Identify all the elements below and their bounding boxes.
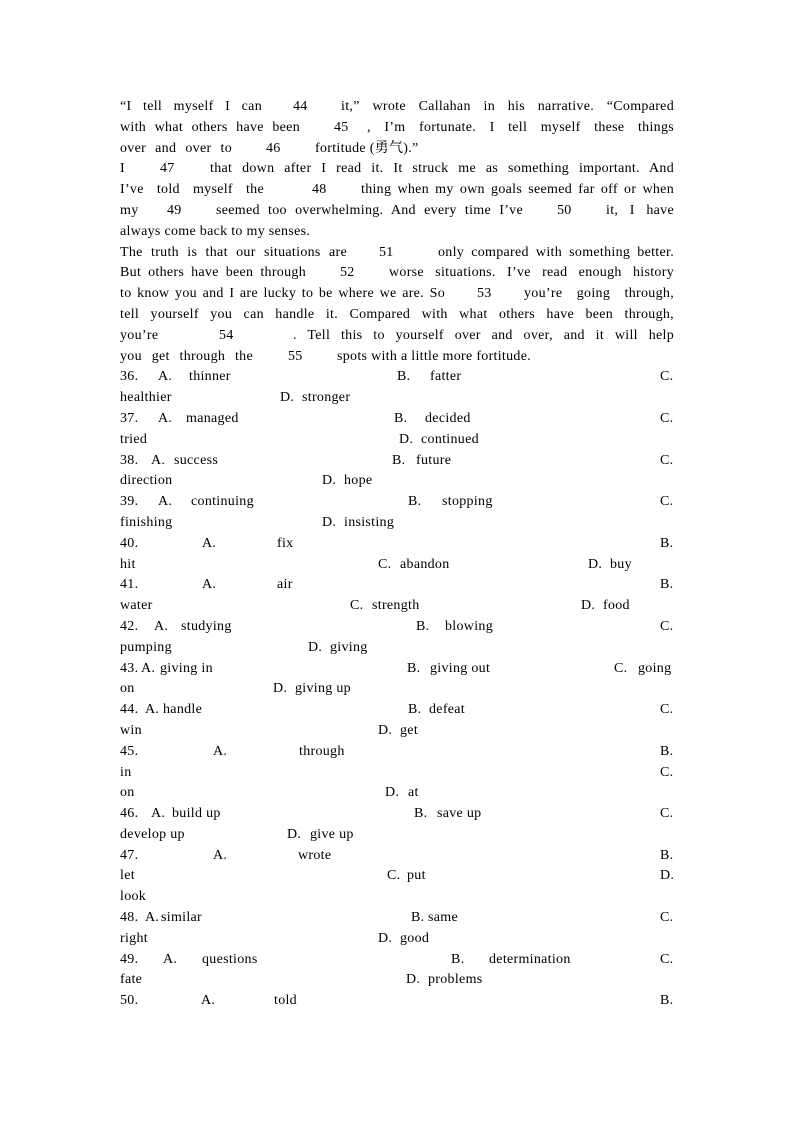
option-label-c: C. <box>660 910 674 926</box>
option-text: pumping <box>120 639 172 655</box>
option-label-b: B. <box>660 535 674 551</box>
option-text: fix <box>277 535 294 551</box>
options-line <box>0 409 794 430</box>
option-label-c: C. <box>660 702 674 718</box>
option-label-b: B. <box>660 577 674 593</box>
question-number-44: 44. <box>120 702 139 718</box>
option-label-a: A. <box>202 535 217 551</box>
option-label-b: B. <box>411 910 425 926</box>
option-label-a: A. <box>151 452 166 468</box>
option-label-b: B. <box>408 702 422 718</box>
option-text: get <box>400 722 419 738</box>
option-text: hit <box>120 556 136 572</box>
option-label-b: B. <box>407 660 421 676</box>
option-text: tried <box>120 431 148 447</box>
option-label-a: A. <box>141 660 156 676</box>
option-text: on <box>120 785 135 801</box>
passage-text: my <box>120 202 139 218</box>
options-line <box>0 617 794 638</box>
option-text: let <box>120 868 135 884</box>
option-label-d: D. <box>280 390 295 406</box>
option-label-a: A. <box>154 618 169 634</box>
options-line <box>0 679 794 700</box>
passage-text: you’re going through, <box>524 286 674 302</box>
question-number-40: 40. <box>120 535 139 551</box>
option-label-c: C. <box>660 618 674 634</box>
option-text: hope <box>344 473 373 489</box>
question-number-45: 45. <box>120 743 139 759</box>
options-line <box>0 388 794 409</box>
passage-line <box>0 326 794 347</box>
passage-text: , I’m fortunate. I tell myself these things <box>367 119 674 135</box>
passage-text: tell yourself you can handle it. Compared with what others have been through, <box>120 306 674 322</box>
passage-text: you get through the <box>120 348 253 364</box>
question-number-36: 36. <box>120 369 139 385</box>
passage-text: The truth is that our situations are <box>120 244 347 260</box>
question-number-46: 46. <box>120 806 139 822</box>
blank-number-46: 46 <box>266 140 281 156</box>
blank-number-50: 50 <box>557 202 572 218</box>
option-text: wrote <box>298 847 332 863</box>
option-text: direction <box>120 473 173 489</box>
option-text: questions <box>202 951 258 967</box>
option-label-d: D. <box>308 639 323 655</box>
question-number-39: 39. <box>120 494 139 510</box>
options-line <box>0 534 794 555</box>
blank-number-55: 55 <box>288 348 303 364</box>
option-label-c: C. <box>350 598 364 614</box>
options-line <box>0 783 794 804</box>
blank-number-54: 54 <box>219 327 234 343</box>
option-label-d: D. <box>378 722 393 738</box>
passage-text: . Tell this to yourself over and over, and it will help <box>293 327 674 343</box>
passage-text: with what others have been <box>120 119 300 135</box>
option-label-a: A. <box>158 369 173 385</box>
passage-line <box>0 97 794 118</box>
passage-text: over and over to <box>120 140 232 156</box>
passage-text: fortitude (勇气).” <box>315 140 419 156</box>
passage-text: I’ve told myself the <box>120 182 264 198</box>
options-line <box>0 471 794 492</box>
option-text: develop up <box>120 826 185 842</box>
passage-text: “I tell myself I can <box>120 99 262 114</box>
options-line <box>0 367 794 388</box>
option-label-c: C. <box>660 951 674 967</box>
option-label-c: C. <box>660 806 674 822</box>
option-text: managed <box>186 410 239 426</box>
option-text: giving out <box>430 660 491 676</box>
option-label-b: B. <box>451 951 465 967</box>
passage-text: you’re <box>120 327 159 343</box>
option-text: strength <box>372 598 420 614</box>
option-text: studying <box>181 618 232 634</box>
option-text: giving up <box>295 681 351 697</box>
option-label-a: A. <box>145 702 160 718</box>
options-line <box>0 575 794 596</box>
option-label-a: A. <box>202 577 217 593</box>
passage-line <box>0 222 794 243</box>
option-text: problems <box>428 972 483 988</box>
blank-number-47: 47 <box>160 161 175 177</box>
option-text: future <box>416 452 452 468</box>
option-label-a: A. <box>213 847 228 863</box>
blank-number-44: 44 <box>293 99 308 114</box>
passage-text: it, I have <box>606 202 674 218</box>
option-text: win <box>120 722 142 738</box>
option-text: fate <box>120 972 143 988</box>
option-label-a: A. <box>145 910 160 926</box>
option-label-a: A. <box>151 806 166 822</box>
question-number-42: 42. <box>120 618 139 634</box>
passage-line <box>0 305 794 326</box>
option-text: good <box>400 930 430 946</box>
options-line <box>0 721 794 742</box>
option-label-b: B. <box>416 618 430 634</box>
option-text: look <box>120 889 147 905</box>
option-text: continuing <box>191 494 254 510</box>
option-text: determination <box>489 951 571 967</box>
option-text: giving in <box>160 660 213 676</box>
option-text: stopping <box>442 494 493 510</box>
options-line <box>0 492 794 513</box>
options-line <box>0 950 794 971</box>
passage-line <box>0 201 794 222</box>
question-number-43: 43. <box>120 660 139 676</box>
option-label-c: C. <box>660 410 674 426</box>
option-text: decided <box>425 410 471 426</box>
option-label-b: B. <box>392 452 406 468</box>
option-label-c: C. <box>660 494 674 510</box>
blank-number-48: 48 <box>312 182 327 198</box>
option-text: healthier <box>120 390 172 406</box>
options-line <box>0 430 794 451</box>
passage-line <box>0 284 794 305</box>
question-number-37: 37. <box>120 410 139 426</box>
option-text: put <box>407 868 426 884</box>
blank-number-52: 52 <box>340 265 355 281</box>
options-line <box>0 513 794 534</box>
option-label-a: A. <box>163 951 178 967</box>
options-line <box>0 887 794 908</box>
option-label-b: B. <box>394 410 408 426</box>
passage-text: seemed too overwhelming. And every time I’ve <box>216 202 523 218</box>
options-line <box>0 846 794 867</box>
option-text: water <box>120 598 153 614</box>
options-line <box>0 638 794 659</box>
option-text: at <box>408 785 419 801</box>
option-label-a: A. <box>158 410 173 426</box>
option-text: thinner <box>189 369 231 385</box>
passage-text: worse situations. I’ve read enough history <box>389 265 674 281</box>
question-number-38: 38. <box>120 452 139 468</box>
option-text: going <box>638 660 672 676</box>
option-label-d: D. <box>378 930 393 946</box>
option-label-d: D. <box>385 785 400 801</box>
option-text: food <box>603 598 630 614</box>
option-text: build up <box>172 806 221 822</box>
question-number-48: 48. <box>120 910 139 926</box>
option-label-d: D. <box>660 868 675 884</box>
option-label-d: D. <box>399 431 414 447</box>
question-number-47: 47. <box>120 847 139 863</box>
option-text: giving <box>330 639 368 655</box>
option-text: on <box>120 681 135 697</box>
option-label-b: B. <box>414 806 428 822</box>
blank-number-53: 53 <box>477 286 492 302</box>
passage-line <box>0 139 794 160</box>
options-line <box>0 991 794 1012</box>
option-label-d: D. <box>322 473 337 489</box>
option-label-d: D. <box>273 681 288 697</box>
passage-text: to know you and I are lucky to be where we are. So <box>120 286 445 302</box>
passage-text: only compared with something better. <box>438 244 674 260</box>
option-text: handle <box>163 702 203 718</box>
option-text: defeat <box>429 702 465 718</box>
option-text: stronger <box>302 390 351 406</box>
options-line <box>0 596 794 617</box>
options-line <box>0 825 794 846</box>
option-label-c: C. <box>614 660 628 676</box>
option-label-b: B. <box>660 847 674 863</box>
passage-line <box>0 118 794 139</box>
option-text: continued <box>421 431 479 447</box>
passage-text: I <box>120 161 125 177</box>
options-line <box>0 451 794 472</box>
option-label-d: D. <box>322 514 337 530</box>
option-text: told <box>274 993 297 1009</box>
option-label-c: C. <box>387 868 401 884</box>
options-line <box>0 763 794 784</box>
option-label-a: A. <box>213 743 228 759</box>
options-line <box>0 970 794 991</box>
options-line <box>0 742 794 763</box>
passage-line <box>0 180 794 201</box>
option-text: through <box>299 743 345 759</box>
passage-text: thing when my own goals seemed far off or when <box>361 182 674 198</box>
passage-text: spots with a little more fortitude. <box>337 348 532 364</box>
passage-line <box>0 347 794 368</box>
options-line <box>0 659 794 680</box>
option-text: abandon <box>400 556 450 572</box>
option-label-d: D. <box>581 598 596 614</box>
option-text: right <box>120 930 148 946</box>
option-text: give up <box>310 826 354 842</box>
option-label-b: B. <box>660 993 674 1009</box>
option-text: save up <box>437 806 482 822</box>
option-label-c: C. <box>660 764 674 780</box>
option-text: insisting <box>344 514 395 530</box>
option-label-b: B. <box>397 369 411 385</box>
passage-text: But others have been through <box>120 265 306 281</box>
options-line <box>0 866 794 887</box>
option-label-c: C. <box>378 556 392 572</box>
option-label-c: C. <box>660 369 674 385</box>
option-label-c: C. <box>660 452 674 468</box>
blank-number-45: 45 <box>334 119 349 135</box>
option-label-b: B. <box>660 743 674 759</box>
option-text: finishing <box>120 514 173 530</box>
option-label-d: D. <box>287 826 302 842</box>
options-line <box>0 908 794 929</box>
option-text: similar <box>161 910 202 926</box>
passage-line <box>0 243 794 264</box>
option-label-a: A. <box>201 993 216 1009</box>
question-number-41: 41. <box>120 577 139 593</box>
document-body <box>0 97 794 1012</box>
option-text: success <box>174 452 219 468</box>
option-text: blowing <box>445 618 493 634</box>
passage-text: it,” wrote Callahan in his narrative. “Compared <box>341 99 674 114</box>
passage-line <box>0 159 794 180</box>
option-label-b: B. <box>408 494 422 510</box>
option-label-d: D. <box>588 556 603 572</box>
blank-number-49: 49 <box>167 202 182 218</box>
option-label-d: D. <box>406 972 421 988</box>
passage-text: that down after I read it. It struck me as something important. And <box>210 161 674 177</box>
question-number-49: 49. <box>120 951 139 967</box>
option-text: in <box>120 764 132 780</box>
option-text: buy <box>610 556 632 572</box>
option-text: air <box>277 577 293 593</box>
passage-line <box>0 263 794 284</box>
options-line <box>0 555 794 576</box>
options-line <box>0 700 794 721</box>
options-line <box>0 804 794 825</box>
passage-text: always come back to my senses. <box>120 223 311 239</box>
question-number-50: 50. <box>120 993 139 1009</box>
option-label-a: A. <box>158 494 173 510</box>
options-line <box>0 929 794 950</box>
option-text: fatter <box>430 369 462 385</box>
option-text: same <box>428 910 458 926</box>
blank-number-51: 51 <box>379 244 394 260</box>
